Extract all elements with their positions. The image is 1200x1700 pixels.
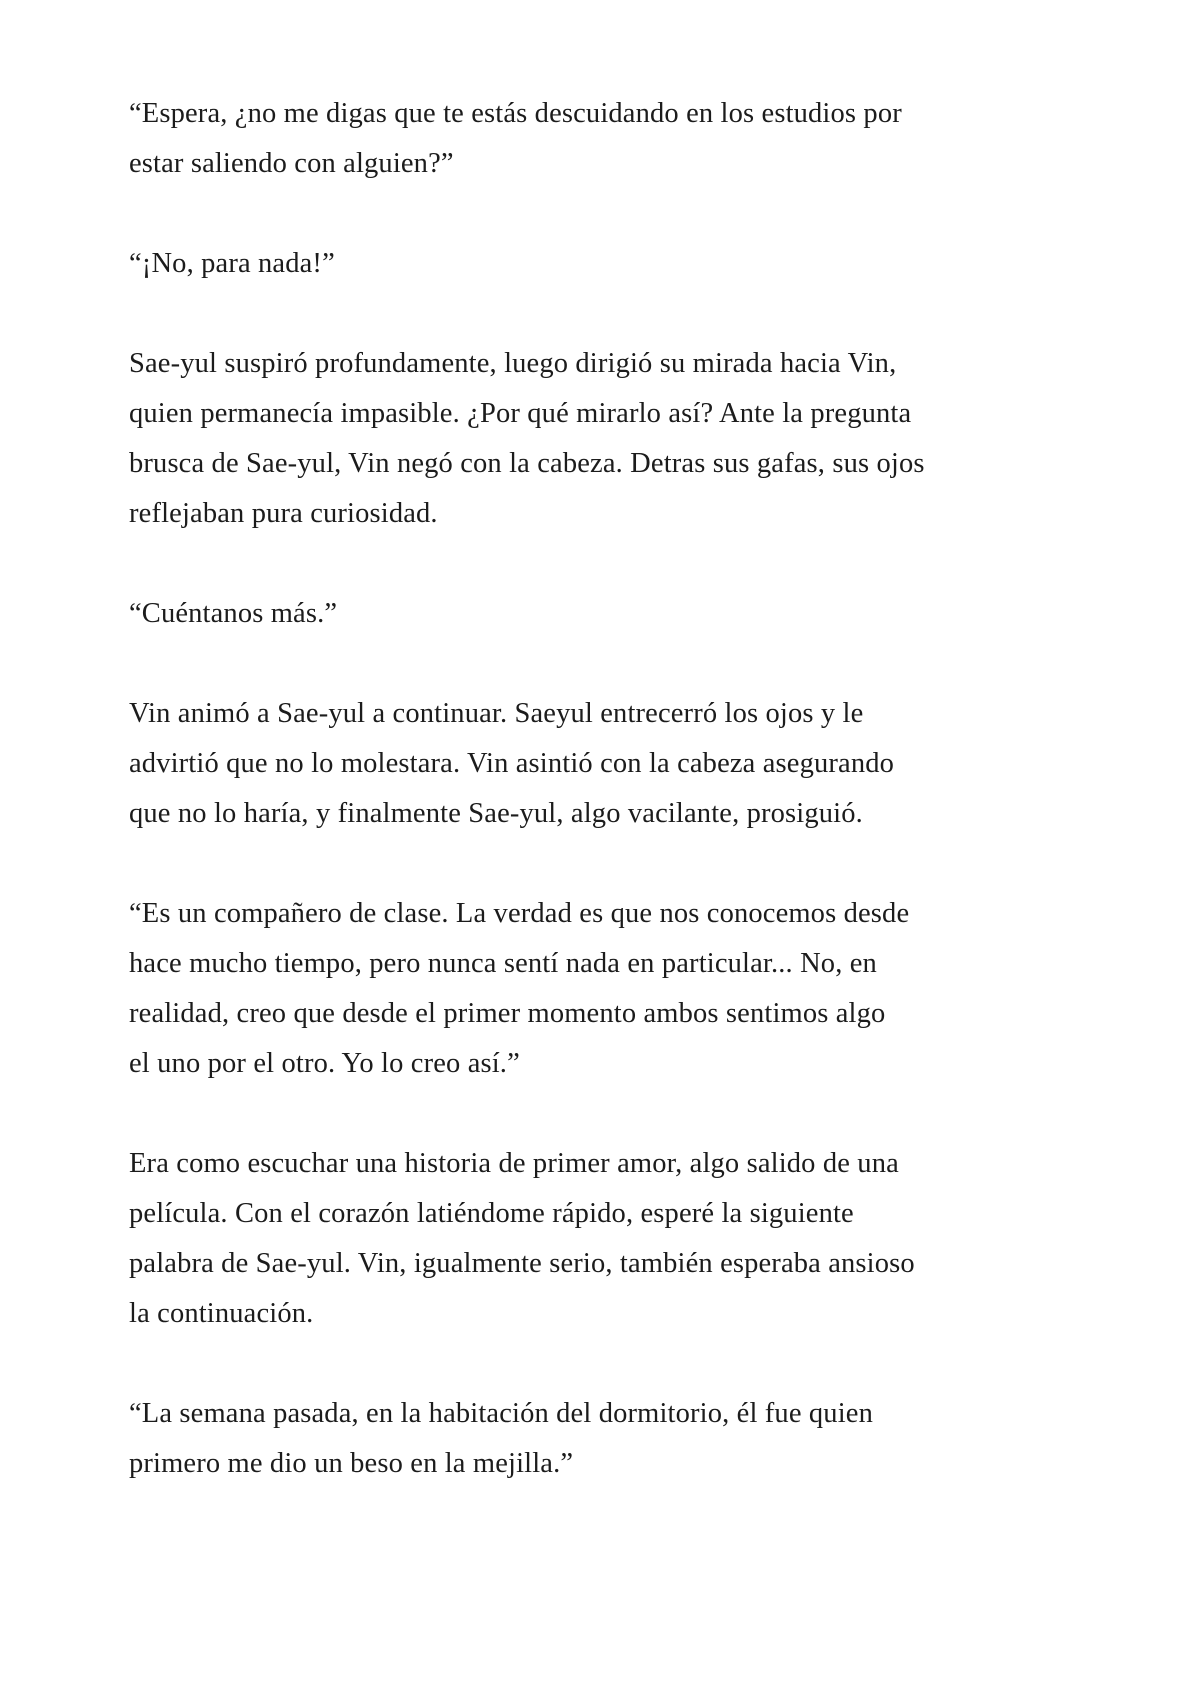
text-line: el uno por el otro. Yo lo creo así.” bbox=[129, 1048, 520, 1079]
paragraph-dialogue bbox=[129, 1389, 1089, 1489]
paragraph-narration bbox=[129, 689, 1089, 839]
text-line: “Espera, ¿no me digas que te estás descuidando en los estudios por bbox=[129, 98, 902, 129]
text-line: Era como escuchar una historia de primer amor, algo salido de una bbox=[129, 1148, 899, 1179]
text-line: quien permanecía impasible. ¿Por qué mirarlo así? Ante la pregunta bbox=[129, 398, 912, 429]
text-line: reflejaban pura curiosidad. bbox=[129, 498, 438, 529]
paragraph-narration bbox=[129, 1139, 1089, 1339]
text-line: brusca de Sae-yul, Vin negó con la cabeza. Detras sus gafas, sus ojos bbox=[129, 448, 925, 479]
text-line: “¡No, para nada!” bbox=[129, 248, 335, 279]
text-line: estar saliendo con alguien?” bbox=[129, 148, 454, 179]
text-line: “La semana pasada, en la habitación del dormitorio, él fue quien bbox=[129, 1398, 873, 1429]
text-line: “Cuéntanos más.” bbox=[129, 598, 338, 629]
text-line: Vin animó a Sae-yul a continuar. Saeyul entrecerró los ojos y le bbox=[129, 698, 864, 729]
text-line: que no lo haría, y finalmente Sae-yul, algo vacilante, prosiguió. bbox=[129, 798, 863, 829]
text-line: advirtió que no lo molestara. Vin asintió con la cabeza asegurando bbox=[129, 748, 895, 779]
text-line: hace mucho tiempo, pero nunca sentí nada en particular... No, en bbox=[129, 948, 877, 979]
paragraph-narration bbox=[129, 339, 1089, 539]
paragraph-dialogue bbox=[129, 89, 1089, 189]
text-line: “Es un compañero de clase. La verdad es que nos conocemos desde bbox=[129, 898, 910, 929]
paragraph-dialogue bbox=[129, 889, 1089, 1089]
text-line: primero me dio un beso en la mejilla.” bbox=[129, 1448, 574, 1479]
paragraph-dialogue bbox=[129, 239, 1089, 289]
text-line: realidad, creo que desde el primer momento ambos sentimos algo bbox=[129, 998, 886, 1029]
paragraph-dialogue bbox=[129, 589, 1089, 639]
text-line: palabra de Sae-yul. Vin, igualmente serio, también esperaba ansioso bbox=[129, 1248, 915, 1279]
text-line: película. Con el corazón latiéndome rápido, esperé la siguiente bbox=[129, 1198, 854, 1229]
document-page bbox=[129, 89, 1089, 1539]
text-line: Sae-yul suspiró profundamente, luego dirigió su mirada hacia Vin, bbox=[129, 348, 897, 379]
text-line: la continuación. bbox=[129, 1298, 314, 1329]
